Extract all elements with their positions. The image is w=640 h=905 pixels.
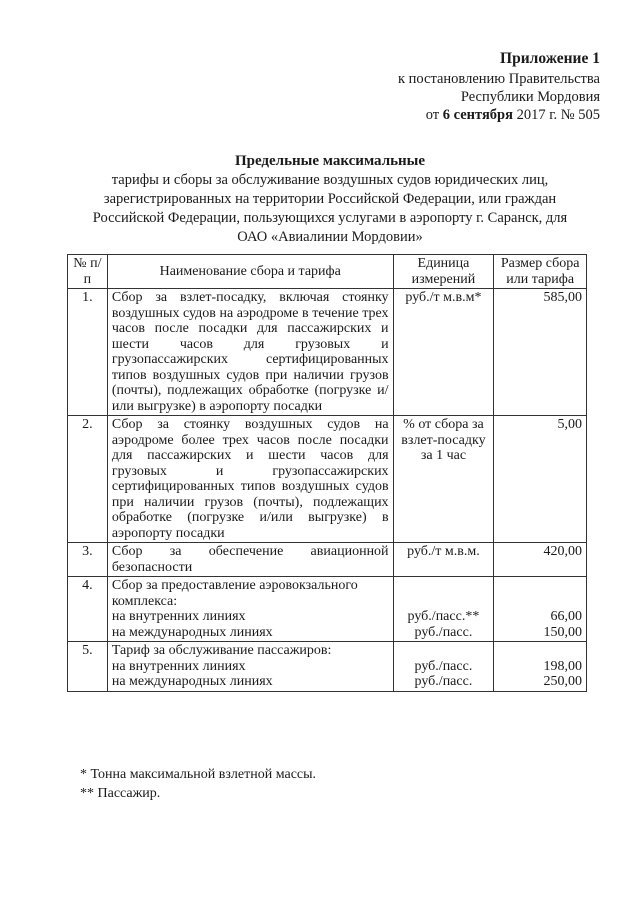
table-row: [68, 577, 587, 642]
row-value-domestic: 66,00: [550, 609, 582, 624]
date-month: сентября: [453, 107, 513, 123]
heading-line-3: Российской Федерации, пользующихся услугами в аэропорту г. Саранск, для: [92, 210, 568, 226]
row-unit: руб./т м.в.м*: [393, 289, 494, 416]
heading-title: Предельные максимальные: [234, 153, 426, 169]
heading-line-4: ОАО «Авиалинии Мордовии»: [237, 229, 423, 245]
row-value: 585,00: [494, 289, 587, 416]
row-value-domestic: 198,00: [543, 658, 582, 674]
row-unit-international: руб./пасс.: [414, 674, 473, 689]
table-header-row: [68, 255, 587, 289]
row-num: 1.: [68, 289, 108, 416]
appendix-title: Приложение 1: [500, 50, 600, 67]
date-day: 6: [442, 107, 450, 123]
row-name: Сбор за стоянку воздушных судов на аэродроме более трех часов после посадки для пассажирских и шести часов для грузовых и грузопассажирских сертифицированных типов воздушных судов при наличии грузов (почты), подлежащих обработке (погрузке и/или выгрузке) в аэропорту посадки: [107, 416, 393, 543]
row-name: Сбор за взлет-посадку, включая стоянку воздушных судов на аэродроме в течение трех часов после посадки для пассажирских и шести часов для грузовых и грузопассажирских сертифицированных типов воздушных судов при наличии грузов (почты), подлежащих обработке (погрузке и/или выгрузке) в аэропорту посадки: [107, 289, 393, 416]
row-sub-international: на международных линиях: [111, 674, 273, 689]
row-name-group: [107, 642, 393, 692]
row-unit: руб./т м.в.м.: [393, 543, 494, 577]
row-value-group: [494, 577, 587, 642]
row-value-international: 150,00: [543, 624, 582, 640]
row-name-group: [107, 577, 393, 642]
row-name: Тариф за обслуживание пассажиров:: [111, 643, 332, 658]
row-name: Сбор за предоставление аэровокзального комплекса:: [111, 578, 358, 609]
row-sub-domestic: на внутренних линиях: [111, 658, 246, 674]
appendix-line-1: к постановлению Правительства: [398, 71, 600, 87]
appendix-date: [340, 106, 600, 124]
row-name: Сбор за обеспечение авиационной безопасности: [107, 543, 393, 577]
appendix-block: [340, 50, 600, 124]
tariffs-table: [67, 254, 587, 692]
document-heading: [60, 152, 600, 247]
table-row: [68, 642, 587, 692]
row-unit-domestic: руб./пасс.**: [407, 609, 480, 624]
row-num: 2.: [68, 416, 108, 543]
row-unit-group: [393, 577, 494, 642]
date-prefix: от: [425, 107, 440, 123]
footnote-2: ** Пассажир.: [80, 786, 161, 801]
header-name: Наименование сбора и тарифа: [107, 255, 393, 289]
row-value: 5,00: [494, 416, 587, 543]
table-row: [68, 289, 587, 416]
footnote-1: * Тонна максимальной взлетной массы.: [80, 767, 317, 782]
row-sub-domestic: на внутренних линиях: [111, 609, 246, 624]
row-sub-international: на международных линиях: [111, 624, 273, 640]
row-num: 4.: [68, 577, 108, 642]
row-value-group: [494, 642, 587, 692]
appendix-line-2: Республики Мордовия: [460, 89, 600, 105]
row-unit: % от сбора за взлет-посадку за 1 час: [393, 416, 494, 543]
row-unit-group: [393, 642, 494, 692]
heading-line-2: зарегистрированных на территории Российской Федерации, или граждан: [103, 191, 557, 207]
row-value: 420,00: [494, 543, 587, 577]
header-size: Размер сбора или тарифа: [494, 255, 587, 289]
row-num: 3.: [68, 543, 108, 577]
row-num: 5.: [68, 642, 108, 692]
date-rest: 2017 г. № 505: [516, 107, 600, 123]
heading-line-1: тарифы и сборы за обслуживание воздушных судов юридических лиц,: [111, 172, 549, 188]
table-row: [68, 543, 587, 577]
row-value-international: 250,00: [543, 674, 582, 689]
row-unit-international: руб./пасс.: [414, 624, 473, 640]
header-num: № п/п: [68, 255, 108, 289]
header-unit: Единица измерений: [393, 255, 494, 289]
row-unit-domestic: руб./пасс.: [414, 658, 473, 674]
footnotes: [80, 765, 316, 803]
table-row: [68, 416, 587, 543]
